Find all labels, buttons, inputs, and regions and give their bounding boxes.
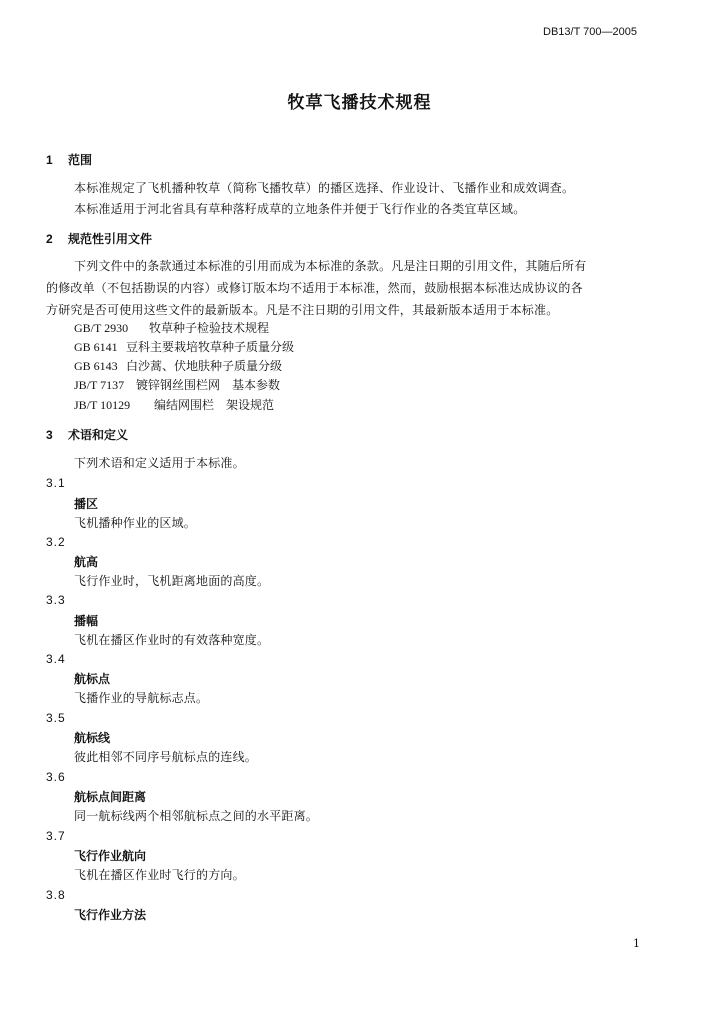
term: 航标线 <box>74 731 111 745</box>
subclause-number: 3.5 <box>46 711 66 725</box>
section-1-heading <box>46 151 92 168</box>
document-title: 牧草飞播技术规程 <box>287 93 432 113</box>
standard-number: DB13/T 700—2005 <box>543 26 637 38</box>
reference-code: GB/T 2930 <box>74 321 129 335</box>
reference-item <box>74 357 282 374</box>
reference-title: 白沙蒿、伏地肤种子质量分级 <box>126 359 283 373</box>
reference-code: JB/T 7137 <box>74 378 125 392</box>
section-3-heading <box>46 426 128 443</box>
reference-code: JB/T 10129 <box>74 398 131 412</box>
term-definition: 飞行作业时，飞机距离地面的高度。 <box>74 574 270 588</box>
term: 飞行作业航向 <box>74 849 147 863</box>
reference-title: 牧草种子检验技术规程 <box>149 321 270 335</box>
term-definition: 飞播作业的导航标志点。 <box>74 691 209 705</box>
reference-item <box>74 319 269 336</box>
paragraph-line: 方研究是否可使用这些文件的最新版本。凡是不注日期的引用文件，其最新版本适用于本标准。 <box>46 303 559 317</box>
reference-code: GB 6141 <box>74 340 118 354</box>
reference-code: GB 6143 <box>74 359 118 373</box>
subclause-number: 3.2 <box>46 535 66 549</box>
paragraph-line: 的修改单（不包括勘误的内容）或修订版本均不适用于本标准，然而，鼓励根据本标准达成协议的各 <box>46 281 583 295</box>
reference-title: 镀锌钢丝围栏网 基本参数 <box>136 378 281 392</box>
term: 航标点 <box>74 672 111 686</box>
subclause-number: 3.6 <box>46 770 66 784</box>
paragraph: 下列术语和定义适用于本标准。 <box>74 456 245 470</box>
term-definition: 彼此相邻不同序号航标点的连线。 <box>74 750 258 764</box>
section-title: 范围 <box>68 153 93 167</box>
subclause-number: 3.3 <box>46 593 66 607</box>
term-definition: 飞机在播区作业时飞行的方向。 <box>74 868 245 882</box>
term: 飞行作业方法 <box>74 908 147 922</box>
section-number: 2 <box>46 232 53 246</box>
section-number: 1 <box>46 153 53 167</box>
subclause-number: 3.7 <box>46 829 66 843</box>
section-title: 术语和定义 <box>68 428 129 442</box>
reference-title: 豆科主要栽培牧草种子质量分级 <box>126 340 295 354</box>
section-2-heading <box>46 230 152 247</box>
section-number: 3 <box>46 428 53 442</box>
paragraph-line: 下列文件中的条款通过本标准的引用而成为本标准的条款。凡是注日期的引用文件，其随后所有 <box>74 259 587 273</box>
term: 航标点间距离 <box>74 790 147 804</box>
term-definition: 同一航标线两个相邻航标点之间的水平距离。 <box>74 809 319 823</box>
term: 播幅 <box>74 614 99 628</box>
reference-item <box>74 396 274 413</box>
term-definition: 飞机播种作业的区域。 <box>74 516 197 530</box>
term-definition: 飞机在播区作业时的有效落种宽度。 <box>74 633 270 647</box>
page-number: 1 <box>633 937 640 950</box>
term: 航高 <box>74 555 99 569</box>
term: 播区 <box>74 497 99 511</box>
reference-item <box>74 376 280 393</box>
subclause-number: 3.8 <box>46 888 66 902</box>
subclause-number: 3.1 <box>46 476 66 490</box>
subclause-number: 3.4 <box>46 652 66 666</box>
reference-item <box>74 338 294 355</box>
paragraph: 本标准适用于河北省具有草种落籽成草的立地条件并便于飞行作业的各类宜草区域。 <box>74 202 526 216</box>
section-title: 规范性引用文件 <box>68 232 153 246</box>
paragraph: 本标准规定了飞机播种牧草（简称飞播牧草）的播区选择、作业设计、飞播作业和成效调查。 <box>74 181 575 195</box>
reference-title: 编结网围栏 架设规范 <box>154 398 275 412</box>
